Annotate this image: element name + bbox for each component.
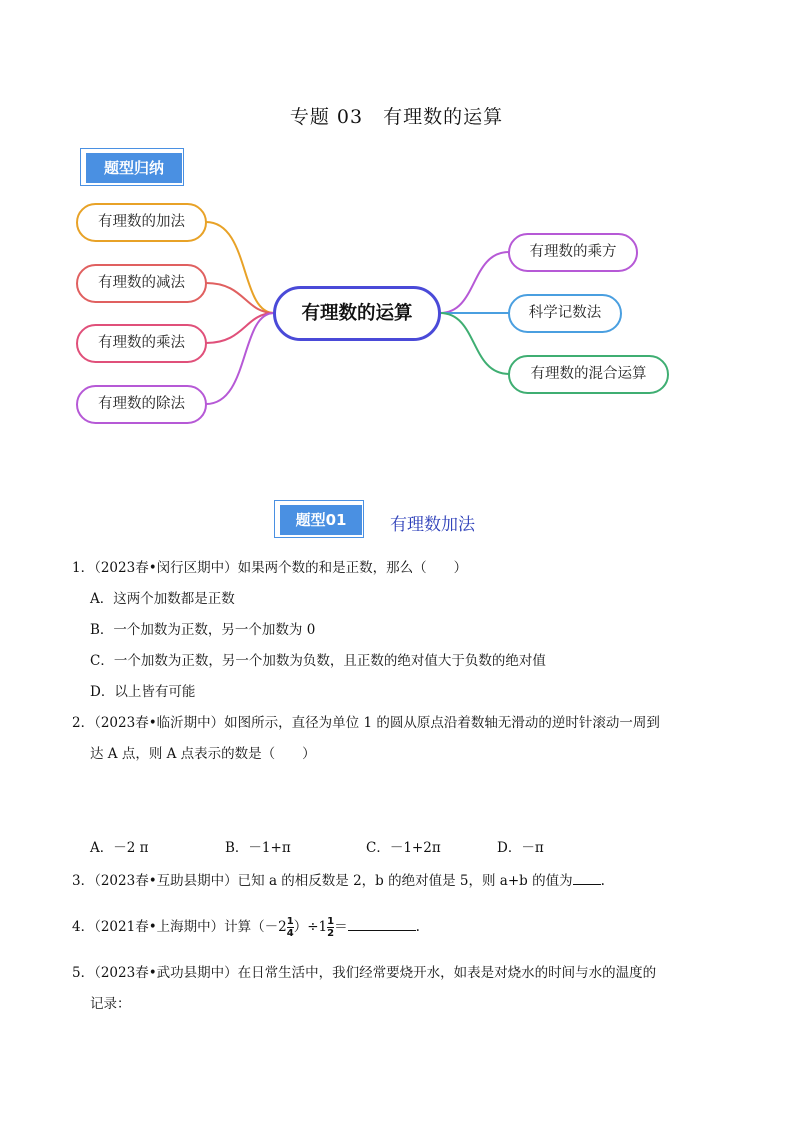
q1-stem: 1．（2023春•闵行区期中）如果两个数的和是正数，那么（ ） xyxy=(72,560,468,576)
connector-add xyxy=(206,222,274,313)
q4-mid: ）÷1 xyxy=(293,919,328,935)
q1-option-a: A．这两个加数都是正数 xyxy=(90,591,235,607)
q4-frac1-denominator: 4 xyxy=(286,928,294,939)
q4-frac2-numerator: 1 xyxy=(327,916,335,927)
connector-mixed xyxy=(440,313,509,374)
mindmap-node-divide: 有理数的除法 xyxy=(76,385,207,424)
q1-option-d: D．以上皆有可能 xyxy=(90,684,196,700)
mindmap-node-mixed: 有理数的混合运算 xyxy=(508,355,669,394)
page-title: 专题 03 有理数的运算 xyxy=(289,106,504,128)
q4-prefix: 4．（2021春•上海期中）计算（－2 xyxy=(72,919,287,935)
q3-stem: 3．（2023春•互助县期中）已知 a 的相反数是 2，b 的绝对值是 5，则 a+b 的值为 xyxy=(72,873,573,889)
q2-option-c: C．－1+2π xyxy=(366,840,441,856)
q4-answer-blank[interactable] xyxy=(348,916,416,931)
mindmap-node-multiply: 有理数的乘法 xyxy=(76,324,207,363)
mindmap-center-node: 有理数的运算 xyxy=(273,286,441,341)
q3-line xyxy=(72,870,605,891)
mindmap-node-add: 有理数的加法 xyxy=(76,203,207,242)
q2-option-a: A．－2 π xyxy=(90,840,149,856)
summary-tag: 题型归纳 xyxy=(86,153,182,183)
mindmap-node-power: 有理数的乘方 xyxy=(508,233,638,272)
q4-frac2-denominator: 2 xyxy=(327,928,335,939)
mindmap-node-subtract: 有理数的减法 xyxy=(76,264,207,303)
q1-option-b: B．一个加数为正数，另一个加数为 0 xyxy=(90,622,316,638)
q4-equals: ＝ xyxy=(334,919,348,935)
section1-tag: 题型01 xyxy=(280,505,362,535)
q4-frac1-numerator: 1 xyxy=(286,916,294,927)
q2-stem-line2: 达 A 点，则 A 点表示的数是（ ） xyxy=(90,746,316,762)
section1-title: 有理数加法 xyxy=(390,515,475,535)
q5-stem-line1: 5．（2023春•武功县期中）在日常生活中，我们经常要烧开水，如表是对烧水的时间与水的温度的 xyxy=(72,965,657,981)
q4-fraction-1 xyxy=(287,916,294,939)
q2-option-d: D．－π xyxy=(497,840,544,856)
q2-stem-line1: 2．（2023春•临沂期中）如图所示，直径为单位 1 的圆从原点沿着数轴无滑动的逆时针滚动一周到 xyxy=(72,715,660,731)
connector-power xyxy=(440,252,509,313)
mindmap-node-scientific: 科学记数法 xyxy=(508,294,622,333)
q4-line xyxy=(72,914,420,940)
q5-stem-line2: 记录： xyxy=(90,996,131,1012)
connector-divide xyxy=(206,313,274,404)
q3-answer-blank[interactable] xyxy=(573,870,601,885)
q1-option-c: C．一个加数为正数，另一个加数为负数，且正数的绝对值大于负数的绝对值 xyxy=(90,653,546,669)
q3-end: . xyxy=(600,873,605,889)
q2-option-b: B．－1+π xyxy=(225,840,291,856)
q4-end: . xyxy=(415,919,420,935)
